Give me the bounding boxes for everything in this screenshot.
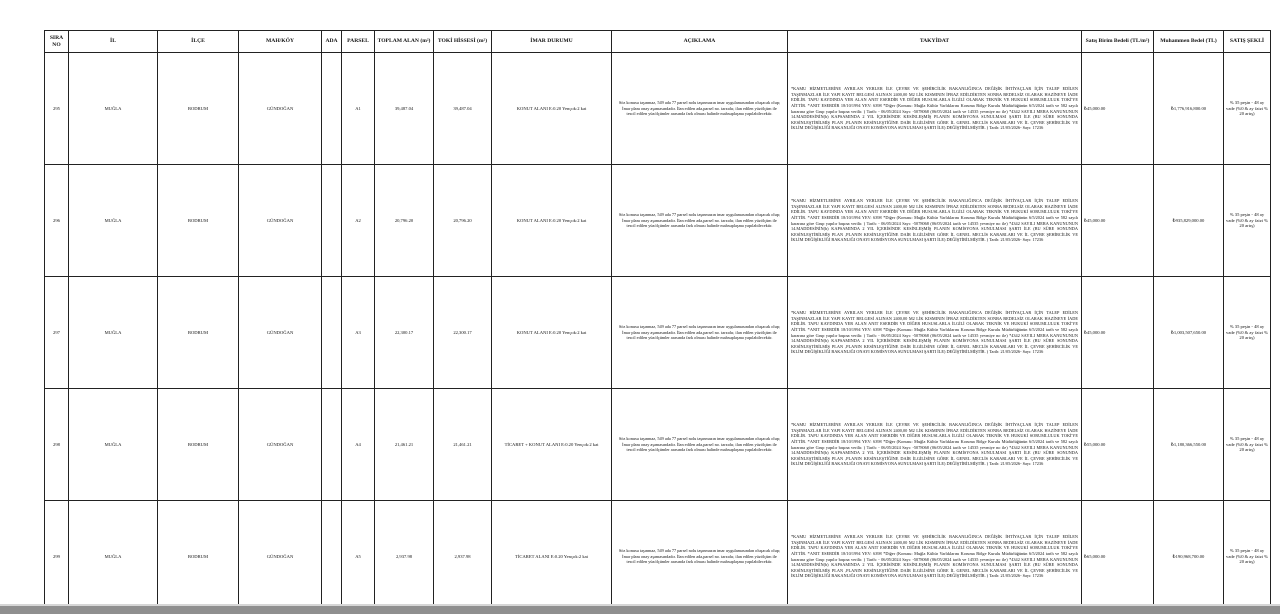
cell-toki-hissesi: 21,461.21 [434,389,492,501]
header-ada: ADA [322,31,342,53]
cell-sira: 295 [45,53,69,165]
header-il: İL [69,31,158,53]
cell-aciklama: Söz konusu taşınmaz, 549 ada 77 parsel nolu taşınmazın imar uygulamasından oluşacak olup; İmar planı onay aşamasındadır. İlan edilen ada,parsel no. tarzıdır, ilan edilen yüzölçüm ile tescil edilen yüzölçümler arasında fark olması halinde mahsuplaşma yapılabilecektir. [612,389,788,501]
cell-parsel: A1 [342,53,375,165]
table-header-row [45,31,1271,53]
cell-parsel: A3 [342,277,375,389]
cell-muhammen: ₺1,180,366,550.00 [1154,389,1224,501]
cell-mahalle: GÜNDOĞAN [239,165,322,277]
header-muhammen: Muhammen Bedel (TL) [1154,31,1224,53]
listing-table [44,30,1271,613]
cell-ilce: BODRUM [158,277,239,389]
header-mahalle: MAH/KÖY [239,31,322,53]
cell-toplam-alan: 2,937.98 [375,501,434,613]
header-ilce: İLÇE [158,31,239,53]
table-row [45,277,1271,389]
cell-parsel: A5 [342,501,375,613]
cell-aciklama: Söz konusu taşınmaz, 549 ada 77 parsel nolu taşınmazın imar uygulamasından oluşacak olup; İmar planı onay aşamasındadır. İlan edilen ada,parsel no. tarzıdır, ilan edilen yüzölçüm ile tescil edilen yüzölçümler arasında fark olması halinde mahsuplaşma yapılabilecektir. [612,277,788,389]
cell-ilce: BODRUM [158,165,239,277]
cell-muhammen: ₺1,776,916,800.00 [1154,53,1224,165]
cell-birim-bedel: ₺45,000.00 [1082,53,1154,165]
cell-aciklama: Söz konusu taşınmaz, 549 ada 77 parsel nolu taşınmazın imar uygulamasından oluşacak olup; İmar planı onay aşamasındadır. İlan edilen ada,parsel no. tarzıdır, ilan edilen yüzölçüm ile tescil edilen yüzölçümler arasında fark olması halinde mahsuplaşma yapılabilecektir. [612,501,788,613]
cell-takyidat: *KAMU HİZMETLERİNE AYRILAN YERLER İLE ÇEVRE VE ŞEHİRCİLİK BAKANLIĞINCA DEĞİŞİK İHTİYAÇLAR İÇİN TALEP EDİLEN TAŞINMAZLAR İLE YAPI KAYIT BELGESİ ALINAN 2400,00 M2 LİK KISMININ İFRAZ EDİLDİKTEN SONRA BEDELSİZ OLARAK HAZİNEYE İADE EDİLİR. TAPU KAYDINDA YER ALAN ANIT ESERDİR VE DİĞER HUSUSLARLA İLGİLİ OLARAK TEKNİK VE HUKUKİ SORUMLULUK TOKİ'YE AİTTİR. *ANIT ESERDİR 18/10/1994 YEV: 6398 *Diğer (Konusu: Muğla Kültür Varlıklarını Koruma Bölge Kurulu Müdürlüğünün 6/5/2024 tarih ve 582 sayılı kararına göre Grup yapılır başına verilir. ) Tarih: - 06/05/2024 Sayı: -5078068 (06/05/2024 tarih ve 14535 yevmiye no ile) *4342 SAYILI MERA KANUNUNUN 14.MADDESİNİN(b) KAPSAMINDA 2 YIL İÇERİSİNDE KESİNLEŞMİŞ PLANIN KOMİSYONA SUNULMASI ŞARTI İLE (BU SÜRE SONUNDA KESİNLEŞTİRİLMİŞ PLAN ,PLANIN KESİNLEŞTİĞİNE DAİR İLGİLİSİNE GÖRE İL GENEL MECLİS KARARLARI VE İL ÇEVRE ŞEHİRCİLİK VE İKLİM DEĞİŞİKLİĞİ BAKANLIĞI ONAYI KOMİSYONA SUNULMASI ŞARTI İLE) DEĞİŞTİRİLMİŞTİR. ) Tarih: 21/05/2026- Sayı: 17236 [788,501,1082,613]
cell-sira: 296 [45,165,69,277]
cell-toplam-alan: 39,487.04 [375,53,434,165]
cell-sira: 297 [45,277,69,389]
document-sheet [44,30,1270,613]
cell-satis: % 35 peşin - 48 ay vade (%0 & ay faizi % 20 artış) [1224,277,1271,389]
header-satis: SATIŞ ŞEKLİ [1224,31,1271,53]
cell-satis: % 35 peşin - 48 ay vade (%0 & ay faizi % 20 artış) [1224,501,1271,613]
cell-il: MUĞLA [69,501,158,613]
table-row [45,165,1271,277]
header-takyidat: TAKYİDAT [788,31,1082,53]
cell-ada [322,501,342,613]
cell-aciklama: Söz konusu taşınmaz, 549 ada 77 parsel nolu taşınmazın imar uygulamasından oluşacak olup; İmar planı onay aşamasındadır. İlan edilen ada,parsel no. tarzıdır, ilan edilen yüzölçüm ile tescil edilen yüzölçümler arasında fark olması halinde mahsuplaşma yapılabilecektir. [612,53,788,165]
cell-birim-bedel: ₺55,000.00 [1082,389,1154,501]
cell-muhammen: ₺935,829,000.00 [1154,165,1224,277]
cell-ilce: BODRUM [158,501,239,613]
cell-mahalle: GÜNDOĞAN [239,53,322,165]
cell-satis: % 35 peşin - 48 ay vade (%0 & ay faizi % 20 artış) [1224,165,1271,277]
cell-mahalle: GÜNDOĞAN [239,501,322,613]
cell-satis: % 35 peşin - 48 ay vade (%0 & ay faizi % 20 artış) [1224,53,1271,165]
cell-imar: KONUT ALANI E:0.20 Yençok:2 kat [492,165,612,277]
cell-sira: 298 [45,389,69,501]
cell-birim-bedel: ₺65,000.00 [1082,501,1154,613]
cell-satis: % 35 peşin - 48 ay vade (%0 & ay faizi % 20 artış) [1224,389,1271,501]
horizontal-scrollbar[interactable] [0,606,1280,614]
cell-ada [322,53,342,165]
cell-il: MUĞLA [69,389,158,501]
cell-imar: TİCARET ALANI E:0.20 Yençok:2 kat [492,501,612,613]
cell-mahalle: GÜNDOĞAN [239,277,322,389]
cell-ada [322,277,342,389]
cell-aciklama: Söz konusu taşınmaz, 549 ada 77 parsel nolu taşınmazın imar uygulamasından oluşacak olup; İmar planı onay aşamasındadır. İlan edilen ada,parsel no. tarzıdır, ilan edilen yüzölçüm ile tescil edilen yüzölçümler arasında fark olması halinde mahsuplaşma yapılabilecektir. [612,165,788,277]
cell-imar: KONUT ALANI E:0.20 Yençok:2 kat [492,277,612,389]
cell-birim-bedel: ₺45,000.00 [1082,277,1154,389]
header-imar: İMAR DURUMU [492,31,612,53]
cell-parsel: A2 [342,165,375,277]
cell-takyidat: *KAMU HİZMETLERİNE AYRILAN YERLER İLE ÇEVRE VE ŞEHİRCİLİK BAKANLIĞINCA DEĞİŞİK İHTİYAÇLAR İÇİN TALEP EDİLEN TAŞINMAZLAR İLE YAPI KAYIT BELGESİ ALINAN 2400,00 M2 LİK KISMININ İFRAZ EDİLDİKTEN SONRA BEDELSİZ OLARAK HAZİNEYE İADE EDİLİR. TAPU KAYDINDA YER ALAN ANIT ESERDİR VE DİĞER HUSUSLARLA İLGİLİ OLARAK TEKNİK VE HUKUKİ SORUMLULUK TOKİ'YE AİTTİR. *ANIT ESERDİR 18/10/1994 YEV: 6398 *Diğer (Konusu: Muğla Kültür Varlıklarını Koruma Bölge Kurulu Müdürlüğünün 6/5/2024 tarih ve 582 sayılı kararına göre Grup yapılır başına verilir. ) Tarih: - 06/05/2024 Sayı: -5078068 (06/05/2024 tarih ve 14535 yevmiye no ile) *4342 SAYILI MERA KANUNUNUN 14.MADDESİNİN(b) KAPSAMINDA 2 YIL İÇERİSİNDE KESİNLEŞMİŞ PLANIN KOMİSYONA SUNULMASI ŞARTI İLE (BU SÜRE SONUNDA KESİNLEŞTİRİLMİŞ PLAN ,PLANIN KESİNLEŞTİĞİNE DAİR İLGİLİSİNE GÖRE İL GENEL MECLİS KARARLARI VE İL ÇEVRE ŞEHİRCİLİK VE İKLİM DEĞİŞİKLİĞİ BAKANLIĞI ONAYI KOMİSYONA SUNULMASI ŞARTI İLE) DEĞİŞTİRİLMİŞTİR. ) Tarih: 21/05/2026- Sayı: 17236 [788,277,1082,389]
cell-toplam-alan: 20,796.20 [375,165,434,277]
header-toki-hissesi: TOKİ HİSSESİ (m²) [434,31,492,53]
table-row [45,389,1271,501]
cell-toki-hissesi: 20,796.20 [434,165,492,277]
cell-muhammen: ₺1,003,507,650.00 [1154,277,1224,389]
cell-takyidat: *KAMU HİZMETLERİNE AYRILAN YERLER İLE ÇEVRE VE ŞEHİRCİLİK BAKANLIĞINCA DEĞİŞİK İHTİYAÇLAR İÇİN TALEP EDİLEN TAŞINMAZLAR İLE YAPI KAYIT BELGESİ ALINAN 2400,00 M2 LİK KISMININ İFRAZ EDİLDİKTEN SONRA BEDELSİZ OLARAK HAZİNEYE İADE EDİLİR. TAPU KAYDINDA YER ALAN ANIT ESERDİR VE DİĞER HUSUSLARLA İLGİLİ OLARAK TEKNİK VE HUKUKİ SORUMLULUK TOKİ'YE AİTTİR. *ANIT ESERDİR 18/10/1994 YEV: 6398 *Diğer (Konusu: Muğla Kültür Varlıklarını Koruma Bölge Kurulu Müdürlüğünün 6/5/2024 tarih ve 582 sayılı kararına göre Grup yapılır başına verilir. ) Tarih: - 06/05/2024 Sayı: -5078068 (06/05/2024 tarih ve 14535 yevmiye no ile) *4342 SAYILI MERA KANUNUNUN 14.MADDESİNİN(b) KAPSAMINDA 2 YIL İÇERİSİNDE KESİNLEŞMİŞ PLANIN KOMİSYONA SUNULMASI ŞARTI İLE (BU SÜRE SONUNDA KESİNLEŞTİRİLMİŞ PLAN ,PLANIN KESİNLEŞTİĞİNE DAİR İLGİLİSİNE GÖRE İL GENEL MECLİS KARARLARI VE İL ÇEVRE ŞEHİRCİLİK VE İKLİM DEĞİŞİKLİĞİ BAKANLIĞI ONAYI KOMİSYONA SUNULMASI ŞARTI İLE) DEĞİŞTİRİLMİŞTİR. ) Tarih: 21/05/2026- Sayı: 17236 [788,53,1082,165]
cell-imar: TİCARET + KONUT ALANI E:0.20 Yençok:2 kat [492,389,612,501]
cell-parsel: A4 [342,389,375,501]
cell-toki-hissesi: 22,300.17 [434,277,492,389]
cell-il: MUĞLA [69,53,158,165]
cell-toki-hissesi: 39,487.04 [434,53,492,165]
header-parsel: PARSEL [342,31,375,53]
cell-toplam-alan: 22,300.17 [375,277,434,389]
header-aciklama: AÇIKLAMA [612,31,788,53]
cell-sira: 299 [45,501,69,613]
cell-toki-hissesi: 2,937.98 [434,501,492,613]
header-toplam-alan: TOPLAM ALAN (m²) [375,31,434,53]
cell-il: MUĞLA [69,165,158,277]
cell-ilce: BODRUM [158,389,239,501]
cell-toplam-alan: 21,461.21 [375,389,434,501]
cell-imar: KONUT ALANI E:0.20 Yençok:2 kat [492,53,612,165]
cell-ada [322,165,342,277]
cell-takyidat: *KAMU HİZMETLERİNE AYRILAN YERLER İLE ÇEVRE VE ŞEHİRCİLİK BAKANLIĞINCA DEĞİŞİK İHTİYAÇLAR İÇİN TALEP EDİLEN TAŞINMAZLAR İLE YAPI KAYIT BELGESİ ALINAN 2400,00 M2 LİK KISMININ İFRAZ EDİLDİKTEN SONRA BEDELSİZ OLARAK HAZİNEYE İADE EDİLİR. TAPU KAYDINDA YER ALAN ANIT ESERDİR VE DİĞER HUSUSLARLA İLGİLİ OLARAK TEKNİK VE HUKUKİ SORUMLULUK TOKİ'YE AİTTİR. *ANIT ESERDİR 18/10/1994 YEV: 6398 *Diğer (Konusu: Muğla Kültür Varlıklarını Koruma Bölge Kurulu Müdürlüğünün 6/5/2024 tarih ve 582 sayılı kararına göre Grup yapılır başına verilir. ) Tarih: - 06/05/2024 Sayı: -5078068 (06/05/2024 tarih ve 14535 yevmiye no ile) *4342 SAYILI MERA KANUNUNUN 14.MADDESİNİN(b) KAPSAMINDA 2 YIL İÇERİSİNDE KESİNLEŞMİŞ PLANIN KOMİSYONA SUNULMASI ŞARTI İLE (BU SÜRE SONUNDA KESİNLEŞTİRİLMİŞ PLAN ,PLANIN KESİNLEŞTİĞİNE DAİR İLGİLİSİNE GÖRE İL GENEL MECLİS KARARLARI VE İL ÇEVRE ŞEHİRCİLİK VE İKLİM DEĞİŞİKLİĞİ BAKANLIĞI ONAYI KOMİSYONA SUNULMASI ŞARTI İLE) DEĞİŞTİRİLMİŞTİR. ) Tarih: 21/05/2026- Sayı: 17236 [788,389,1082,501]
cell-birim-bedel: ₺45,000.00 [1082,165,1154,277]
table-row [45,53,1271,165]
header-birim-bedel: Satış Birim Bedeli (TL/m²) [1082,31,1154,53]
cell-ilce: BODRUM [158,53,239,165]
cell-ada [322,389,342,501]
cell-takyidat: *KAMU HİZMETLERİNE AYRILAN YERLER İLE ÇEVRE VE ŞEHİRCİLİK BAKANLIĞINCA DEĞİŞİK İHTİYAÇLAR İÇİN TALEP EDİLEN TAŞINMAZLAR İLE YAPI KAYIT BELGESİ ALINAN 2400,00 M2 LİK KISMININ İFRAZ EDİLDİKTEN SONRA BEDELSİZ OLARAK HAZİNEYE İADE EDİLİR. TAPU KAYDINDA YER ALAN ANIT ESERDİR VE DİĞER HUSUSLARLA İLGİLİ OLARAK TEKNİK VE HUKUKİ SORUMLULUK TOKİ'YE AİTTİR. *ANIT ESERDİR 18/10/1994 YEV: 6398 *Diğer (Konusu: Muğla Kültür Varlıklarını Koruma Bölge Kurulu Müdürlüğünün 6/5/2024 tarih ve 582 sayılı kararına göre Grup yapılır başına verilir. ) Tarih: - 06/05/2024 Sayı: -5078068 (06/05/2024 tarih ve 14535 yevmiye no ile) *4342 SAYILI MERA KANUNUNUN 14.MADDESİNİN(b) KAPSAMINDA 2 YIL İÇERİSİNDE KESİNLEŞMİŞ PLANIN KOMİSYONA SUNULMASI ŞARTI İLE (BU SÜRE SONUNDA KESİNLEŞTİRİLMİŞ PLAN ,PLANIN KESİNLEŞTİĞİNE DAİR İLGİLİSİNE GÖRE İL GENEL MECLİS KARARLARI VE İL ÇEVRE ŞEHİRCİLİK VE İKLİM DEĞİŞİKLİĞİ BAKANLIĞI ONAYI KOMİSYONA SUNULMASI ŞARTI İLE) DEĞİŞTİRİLMİŞTİR. ) Tarih: 21/05/2026- Sayı: 17236 [788,165,1082,277]
header-sira: SIRA NO [45,31,69,53]
cell-muhammen: ₺190,968,700.00 [1154,501,1224,613]
cell-mahalle: GÜNDOĞAN [239,389,322,501]
cell-il: MUĞLA [69,277,158,389]
table-row [45,501,1271,613]
